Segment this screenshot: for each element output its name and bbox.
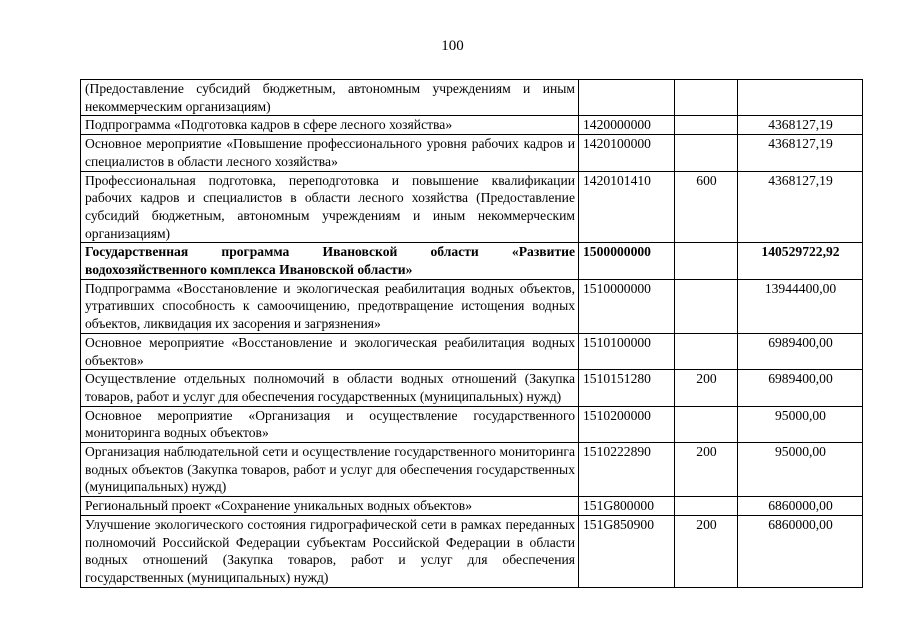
row-type [675,116,738,135]
row-name: Основное мероприятие «Повышение профессионального уровня рабочих кадров и специалистов в области лесного хозяйства» [81,135,579,171]
row-type [675,135,738,171]
row-sum [738,80,863,116]
row-sum: 95000,00 [738,406,863,442]
row-type [675,80,738,116]
row-type [675,497,738,516]
table-row [81,497,863,516]
page-number: 100 [441,38,464,54]
row-code: 1510100000 [579,333,675,369]
row-name: Подпрограмма «Подготовка кадров в сфере лесного хозяйства» [81,116,579,135]
row-code: 1510222890 [579,443,675,497]
table-row [81,171,863,243]
row-sum: 4368127,19 [738,171,863,243]
row-type: 200 [675,370,738,406]
row-code: 151G850900 [579,515,675,587]
table-row-program [81,243,863,279]
row-name: Осуществление отдельных полномочий в области водных отношений (Закупка товаров, работ и услуг для обеспечения государственных (муниципальных) нужд) [81,370,579,406]
row-name: Основное мероприятие «Организация и осуществление государственного мониторинга водных объектов» [81,406,579,442]
row-type [675,406,738,442]
row-type: 600 [675,171,738,243]
row-type [675,333,738,369]
row-type: 200 [675,515,738,587]
row-sum: 4368127,19 [738,135,863,171]
budget-table [80,79,863,588]
row-sum: 13944400,00 [738,279,863,333]
table-row [81,515,863,587]
row-code: 1420100000 [579,135,675,171]
table-row [81,80,863,116]
row-name: Основное мероприятие «Восстановление и экологическая реабилитация водных объектов» [81,333,579,369]
table-row [81,406,863,442]
row-name: Государственная программа Ивановской области «Развитие водохозяйственного комплекса Ивановской области» [81,243,579,279]
table-row [81,443,863,497]
table-row [81,333,863,369]
table-row [81,279,863,333]
row-code: 1420000000 [579,116,675,135]
row-name: Подпрограмма «Восстановление и экологическая реабилитация водных объектов, утративших способность к самоочищению, предотвращение истощения водных объектов, ликвидация их засорения и загрязнения» [81,279,579,333]
row-code: 1420101410 [579,171,675,243]
row-sum: 6989400,00 [738,370,863,406]
row-name: Организация наблюдательной сети и осуществление государственного мониторинга водных объектов (Закупка товаров, работ и услуг для обеспечения государственных (муниципальных) нужд) [81,443,579,497]
table-row [81,370,863,406]
row-type [675,279,738,333]
row-code: 1510200000 [579,406,675,442]
row-name: Региональный проект «Сохранение уникальных водных объектов» [81,497,579,516]
row-sum: 6989400,00 [738,333,863,369]
table-row [81,116,863,135]
row-code: 1510151280 [579,370,675,406]
row-name: Профессиональная подготовка, переподготовка и повышение квалификации рабочих кадров и специалистов в области лесного хозяйства (Предоставление субсидий бюджетным, автономным учреждениям и иным некоммерческим организациям) [81,171,579,243]
row-sum: 95000,00 [738,443,863,497]
row-sum: 6860000,00 [738,497,863,516]
table-row [81,135,863,171]
row-sum: 4368127,19 [738,116,863,135]
row-name: Улучшение экологического состояния гидрографической сети в рамках переданных полномочий Российской Федерации субъектам Российской Федерации в области водных отношений (Закупка товаров, работ и услуг для обеспечения государственных (муниципальных) нужд) [81,515,579,587]
row-sum: 6860000,00 [738,515,863,587]
row-name: (Предоставление субсидий бюджетным, автономным учреждениям и иным некоммерческим организациям) [81,80,579,116]
row-type [675,243,738,279]
row-code: 151G800000 [579,497,675,516]
row-type: 200 [675,443,738,497]
row-code: 1500000000 [579,243,675,279]
row-code: 1510000000 [579,279,675,333]
row-sum: 140529722,92 [738,243,863,279]
row-code [579,80,675,116]
